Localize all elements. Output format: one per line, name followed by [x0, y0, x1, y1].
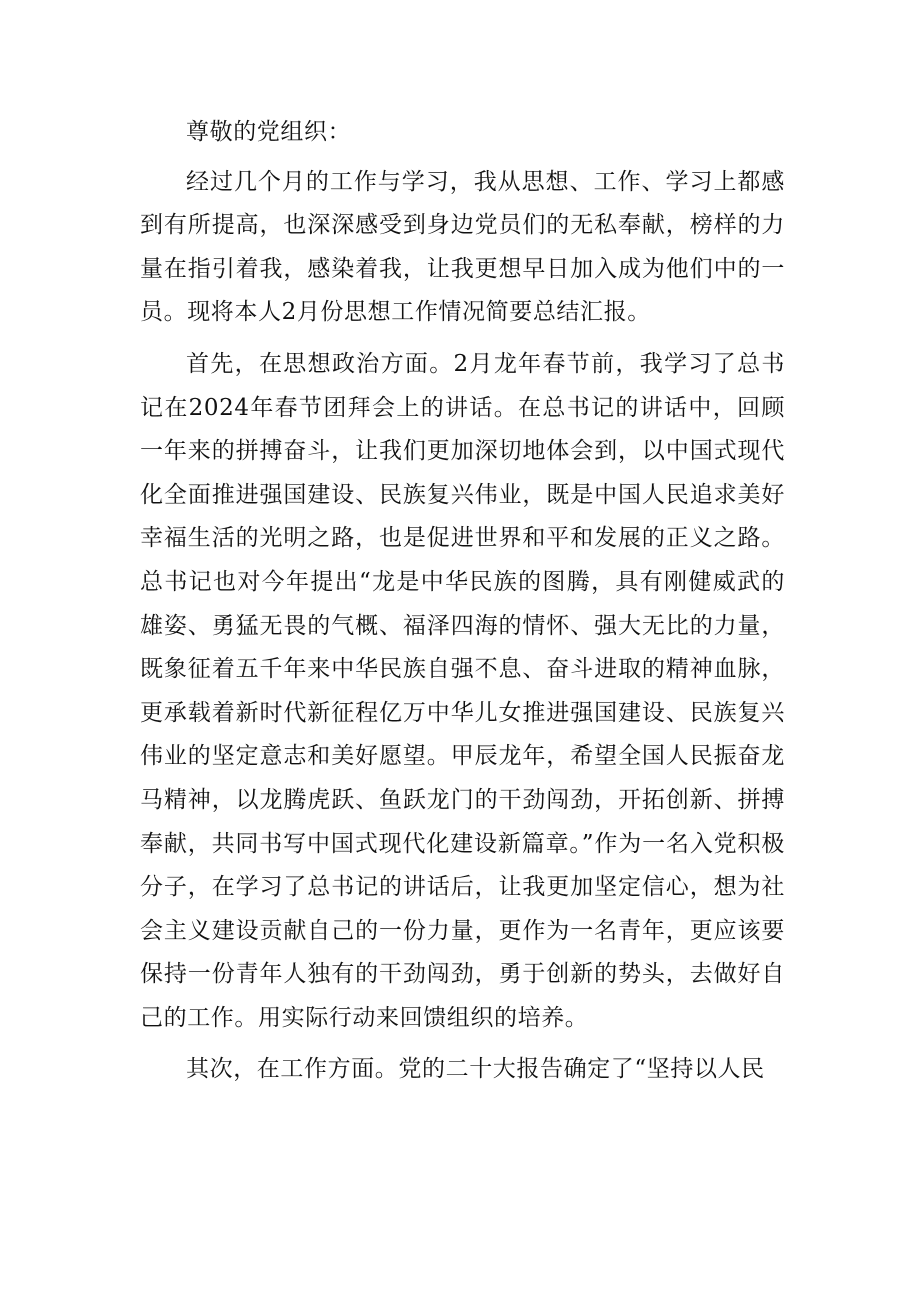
document-body [140, 111, 785, 1100]
paragraph-intro: 经过几个月的工作与学习，我从思想、工作、学习上都感到有所提高，也深深感受到身边党员们的无私奉献，榜样的力量在指引着我，感染着我，让我更想早日加入成为他们中的一员。现将本人2月份思想工作情况简要总结汇报。 [140, 168, 785, 326]
paragraph-work: 其次，在工作方面。党的二十大报告确定了“坚持以人民 [186, 1056, 765, 1083]
salutation: 尊敬的党组织： [186, 119, 352, 145]
paragraph-ideology: 首先，在思想政治方面。2月龙年春节前，我学习了总书记在2024年春节团拜会上的讲话。在总书记的讲话中，回顾一年来的拼搏奋斗，让我们更加深切地体会到，以中国式现代化全面推进强国建设、民族复兴伟业，既是中国人民追求美好幸福生活的光明之路，也是促进世界和平和发展的正义之路。总书记也对今年提出“龙是中华民族的图腾，具有刚健威武的雄姿、勇猛无畏的气概、福泽四海的情怀、强大无比的力量，既象征着五千年来中华民族自强不息、奋斗进取的精神血脉，更承载着新时代新征程亿万中华儿女推进强国建设、民族复兴伟业的坚定意志和美好愿望。甲辰龙年，希望全国人民振奋龙马精神，以龙腾虎跃、鱼跃龙门的干劲闯劲，开拓创新、拼搏奉献，共同书写中国式现代化建设新篇章。”作为一名入党积极分子，在学习了总书记的讲话后，让我更加坚定信心，想为社会主义建设贡献自己的一份力量，更作为一名青年，更应该要保持一份青年人独有的干劲闯劲，勇于创新的势头，去做好自己的工作。用实际行动来回馈组织的培养。 [140, 350, 785, 1031]
